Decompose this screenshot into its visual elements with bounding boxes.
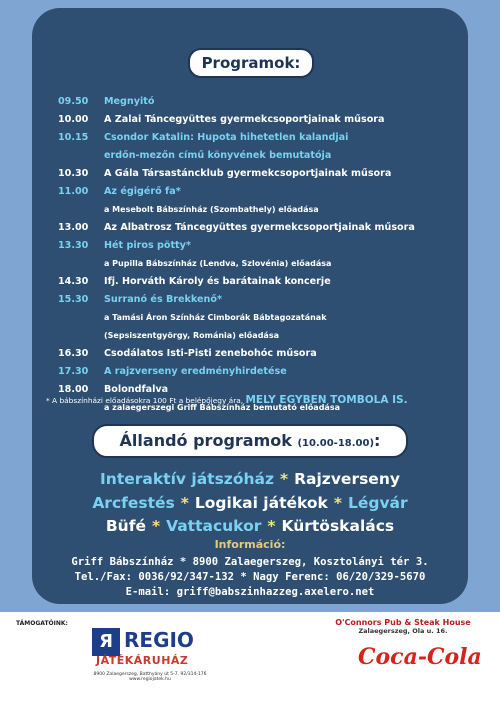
schedule-row	[58, 344, 458, 362]
schedule-row	[58, 200, 458, 218]
schedule-text: (Sepsiszentgyörgy, Románia) előadása	[104, 330, 279, 340]
schedule-time: 10.15	[58, 131, 89, 143]
schedule-time: 16.30	[58, 347, 89, 359]
regio-address: 8900 Zalaegerszeg, Batthyány út 5-7. 92/314-176 www.regiojatek.hu	[93, 672, 207, 682]
sponsors-label: TÁMOGATÓINK:	[16, 620, 68, 627]
schedule-row	[58, 362, 458, 380]
permanent-programs-title	[92, 424, 408, 458]
schedule-row	[58, 254, 458, 272]
feature-line	[36, 517, 464, 535]
schedule-text: A Zalai Táncegyüttes gyermekcsoportjainak műsora	[104, 113, 385, 125]
schedule-row	[58, 92, 458, 110]
schedule-row	[58, 182, 458, 200]
page-title: Programok:	[188, 48, 314, 78]
schedule-text: Ifj. Horváth Károly és barátainak koncerje	[104, 275, 331, 287]
schedule-row	[58, 218, 458, 236]
info-address: Griff Bábszínház * 8900 Zalaegerszeg, Kosztolányi tér 3.	[71, 556, 429, 568]
schedule-text: A Gála Társastáncklub gyermekcsoportjainak műsora	[104, 167, 392, 179]
feature-line	[36, 470, 464, 488]
schedule-time: 09.50	[58, 95, 89, 107]
ticket-note-emphasis: MELY EGYBEN TOMBOLA IS.	[245, 394, 408, 406]
schedule-text: Bolondfalva	[104, 383, 169, 395]
schedule-text: a Mesebolt Bábszínház (Szombathely) előadása	[104, 204, 319, 214]
schedule-text: Hét piros pötty*	[104, 239, 191, 251]
schedule-text: Az égigérő fa*	[104, 185, 181, 197]
feature-item: Vattacukor	[166, 517, 262, 535]
permanent-suffix: :	[374, 431, 381, 450]
info-email: E-mail: griff@babszinhazzeg.axelero.net	[125, 586, 375, 598]
regio-name: REGIO	[124, 628, 194, 652]
schedule-text: Csondor Katalin: Hupota hihetetlen kalandjai	[104, 131, 349, 143]
schedule-row	[58, 326, 458, 344]
schedule-time: 14.30	[58, 275, 89, 287]
feature-item: Interaktív játszóház	[100, 470, 274, 488]
ticket-note-text: * A bábszínházi előadásokra 100 Ft a belépőjegy ára,	[46, 396, 244, 405]
feature-item: Arcfestés	[92, 494, 175, 512]
schedule-text: Az Albatrosz Táncegyüttes gyermekcsoportjainak műsora	[104, 221, 415, 233]
schedule-text: a zalaegerszegi Griff Bábszínház bemutató előadása	[104, 402, 340, 412]
schedule-text: a Pupilla Bábszínház (Lendva, Szlovénia) előadása	[104, 258, 332, 268]
schedule-time: 13.00	[58, 221, 89, 233]
regio-subtitle: JÁTÉKÁRUHÁZ	[96, 654, 189, 667]
schedule-row	[58, 146, 458, 164]
permanent-title-text: Állandó programok	[119, 431, 292, 450]
feature-item: Légvár	[347, 494, 408, 512]
schedule-row	[58, 164, 458, 182]
star-separator-icon: *	[180, 494, 189, 512]
schedule-row	[58, 128, 458, 146]
feature-item: Kürtöskalács	[281, 517, 395, 535]
feature-item: Logikai játékok	[194, 494, 328, 512]
star-separator-icon: *	[279, 470, 289, 488]
schedule-text: erdőn-mezőn című könyvének bemutatója	[104, 149, 332, 161]
schedule-text: Megnyitó	[104, 95, 155, 107]
schedule-text: Csodálatos Isti-Pisti zenebohóc műsora	[104, 347, 317, 359]
coca-cola-logo: Coca-Cola	[358, 644, 482, 670]
pub-sponsor	[318, 618, 488, 635]
schedule-time: 17.30	[58, 365, 89, 377]
pub-name: O'Connors Pub & Steak House	[335, 618, 471, 627]
schedule-time: 18.00	[58, 383, 89, 395]
schedule-time: 13.30	[58, 239, 89, 251]
schedule-time: 10.00	[58, 113, 89, 125]
feature-item: Rajzverseny	[294, 470, 400, 488]
schedule-text: A rajzverseny eredményhirdetése	[104, 365, 287, 377]
pub-address: Zalaegerszeg, Ola u. 16.	[358, 627, 448, 635]
schedule-row	[58, 290, 458, 308]
schedule-list	[58, 92, 458, 416]
permanent-hours: (10.00-18.00)	[297, 438, 375, 449]
ticket-note	[46, 394, 408, 406]
schedule-time: 11.00	[58, 185, 89, 197]
schedule-text: Surranó és Brekkenő*	[104, 293, 222, 305]
regio-r-icon: Я	[92, 628, 120, 656]
schedule-row	[58, 110, 458, 128]
info-title: Információ:	[214, 538, 286, 551]
feature-line	[36, 494, 464, 512]
schedule-time: 10.30	[58, 167, 89, 179]
star-separator-icon: *	[333, 494, 342, 512]
star-separator-icon: *	[151, 517, 161, 535]
schedule-text: a Tamási Áron Színház Cimborák Bábtagozatának	[104, 312, 327, 322]
schedule-row	[58, 308, 458, 326]
schedule-row	[58, 272, 458, 290]
info-phone: Tel./Fax: 0036/92/347-132 * Nagy Ferenc: 06/20/329-5670	[74, 571, 426, 583]
regio-logo	[92, 628, 208, 688]
schedule-time: 15.30	[58, 293, 89, 305]
schedule-row	[58, 236, 458, 254]
feature-item: Büfé	[105, 517, 146, 535]
star-separator-icon: *	[267, 517, 276, 535]
